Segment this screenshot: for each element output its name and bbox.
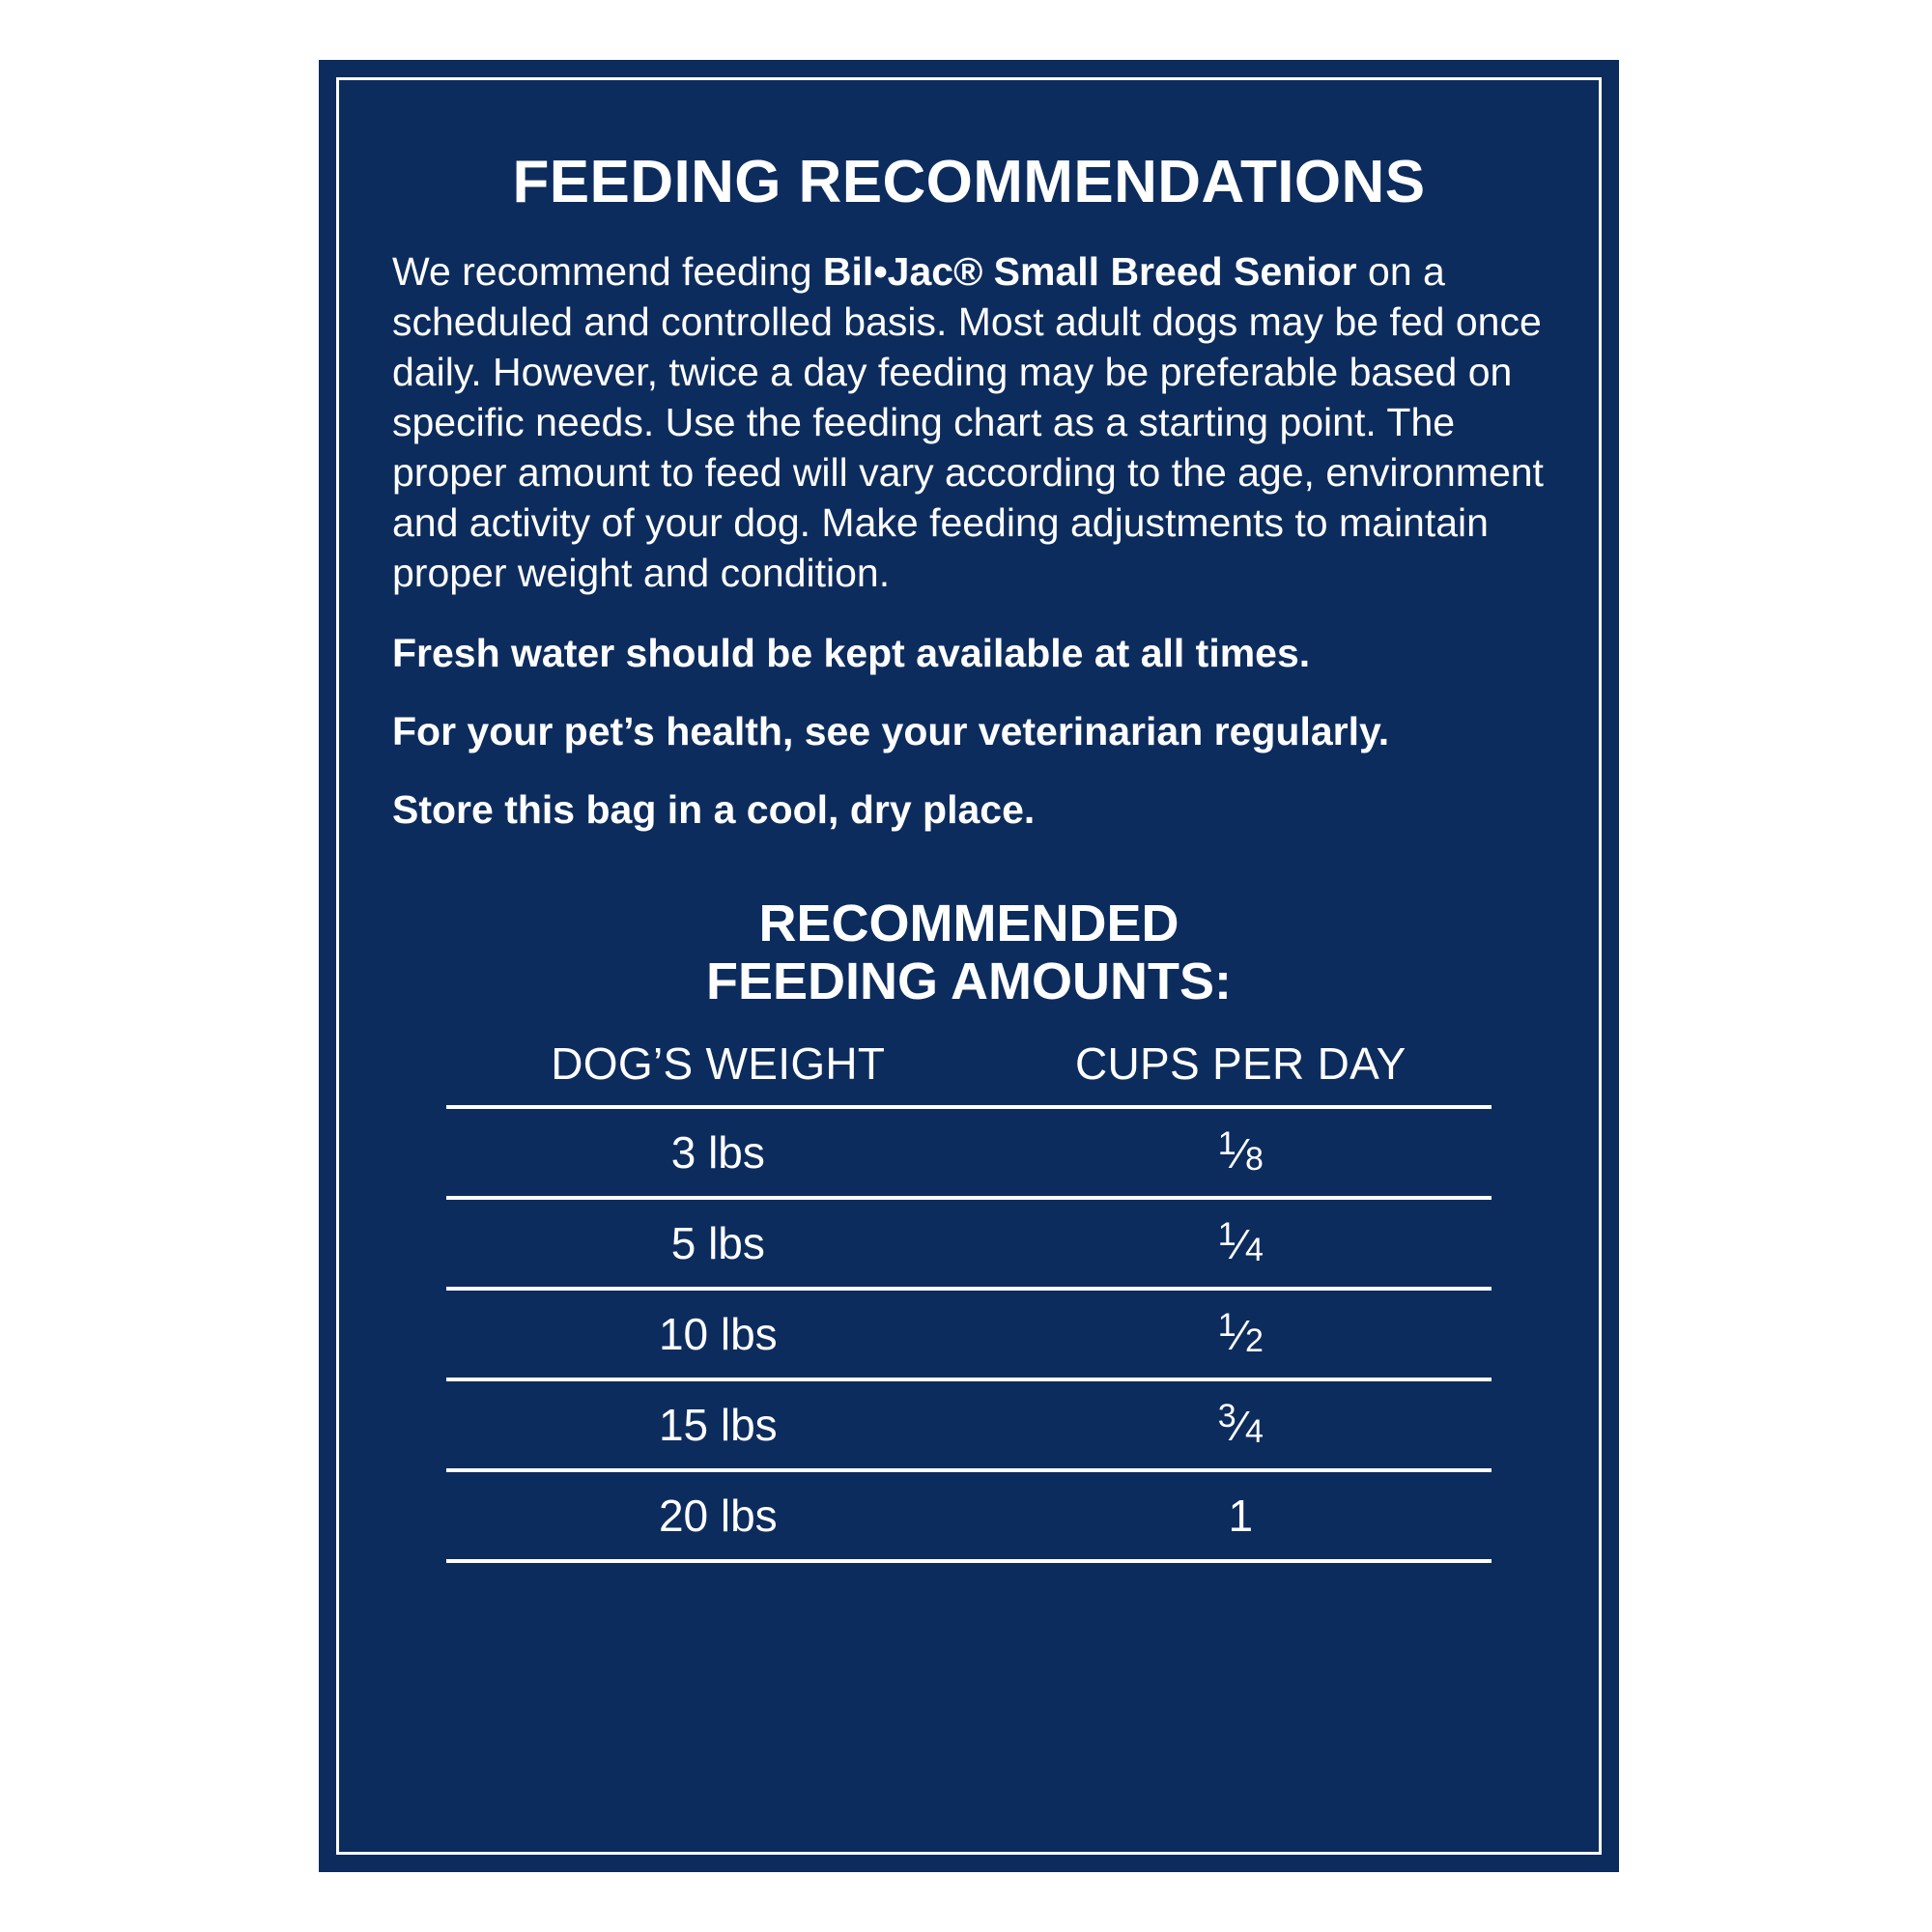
cell-cups: 1 — [990, 1470, 1492, 1561]
fraction-bar: ⁄ — [1236, 1312, 1244, 1360]
column-header-weight: DOG’S WEIGHT — [551, 1038, 886, 1090]
fraction-numerator: 1 — [1217, 1125, 1236, 1163]
cell-cups — [990, 1289, 1492, 1379]
table-row — [446, 1198, 1492, 1289]
fraction-numerator: 1 — [1217, 1216, 1236, 1254]
column-header-cups: CUPS PER DAY — [1074, 1038, 1406, 1090]
fraction-numerator: 1 — [1217, 1307, 1236, 1345]
fraction-three-quarters — [1217, 1398, 1264, 1451]
fraction-denominator: 4 — [1244, 1413, 1264, 1451]
cell-weight: 3 lbs — [446, 1107, 990, 1198]
feeding-chart-title-line2: FEEDING AMOUNTS: — [706, 952, 1232, 1010]
fraction-bar: ⁄ — [1236, 1130, 1244, 1179]
cell-weight: 5 lbs — [446, 1198, 990, 1289]
intro-paragraph — [375, 246, 1563, 598]
table-row — [446, 1470, 1492, 1561]
feeding-chart-title — [375, 895, 1563, 1010]
table-row — [446, 1289, 1492, 1379]
notice-fresh-water: Fresh water should be kept available at all times. — [392, 630, 1311, 675]
page-title: FEEDING RECOMMENDATIONS — [512, 149, 1426, 215]
feeding-chart-title-line1: RECOMMENDED — [758, 895, 1179, 953]
cell-cups — [990, 1198, 1492, 1289]
fraction-bar: ⁄ — [1236, 1403, 1244, 1451]
fraction-one-half — [1217, 1307, 1264, 1360]
intro-lead-after: on a scheduled and controlled basis. Most adult dogs may be fed once daily. However, twice a day feeding may be preferable based on specific needs. Use the feeding chart as a starting point. The proper amount to feed will vary according to the age, environment and activity of your dog. Make feeding adjustments to maintain proper weight and condition. — [392, 249, 1544, 596]
intro-lead-before: We recommend feeding — [392, 249, 823, 295]
cell-weight: 15 lbs — [446, 1379, 990, 1470]
panel-content — [375, 108, 1563, 1833]
fraction-one-quarter — [1217, 1216, 1264, 1269]
cell-weight: 10 lbs — [446, 1289, 990, 1379]
table-row — [446, 1107, 1492, 1198]
navy-panel — [319, 60, 1619, 1872]
cell-cups — [990, 1107, 1492, 1198]
product-name: Bil•Jac® Small Breed Senior — [822, 249, 1357, 295]
fraction-numerator: 3 — [1217, 1398, 1236, 1435]
table-row — [446, 1379, 1492, 1470]
notice-veterinarian: For your pet’s health, see your veterinarian regularly. — [392, 708, 1390, 753]
feeding-amounts-table — [446, 1032, 1492, 1563]
notice-storage: Store this bag in a cool, dry place. — [392, 787, 1036, 833]
fraction-denominator: 8 — [1244, 1141, 1264, 1179]
fraction-denominator: 4 — [1244, 1232, 1264, 1269]
fraction-one-eighth — [1217, 1125, 1264, 1179]
fraction-bar: ⁄ — [1236, 1221, 1244, 1269]
cell-cups — [990, 1379, 1492, 1470]
table-header-row — [446, 1032, 1492, 1107]
fraction-denominator: 2 — [1244, 1322, 1264, 1360]
cell-weight: 20 lbs — [446, 1470, 990, 1561]
